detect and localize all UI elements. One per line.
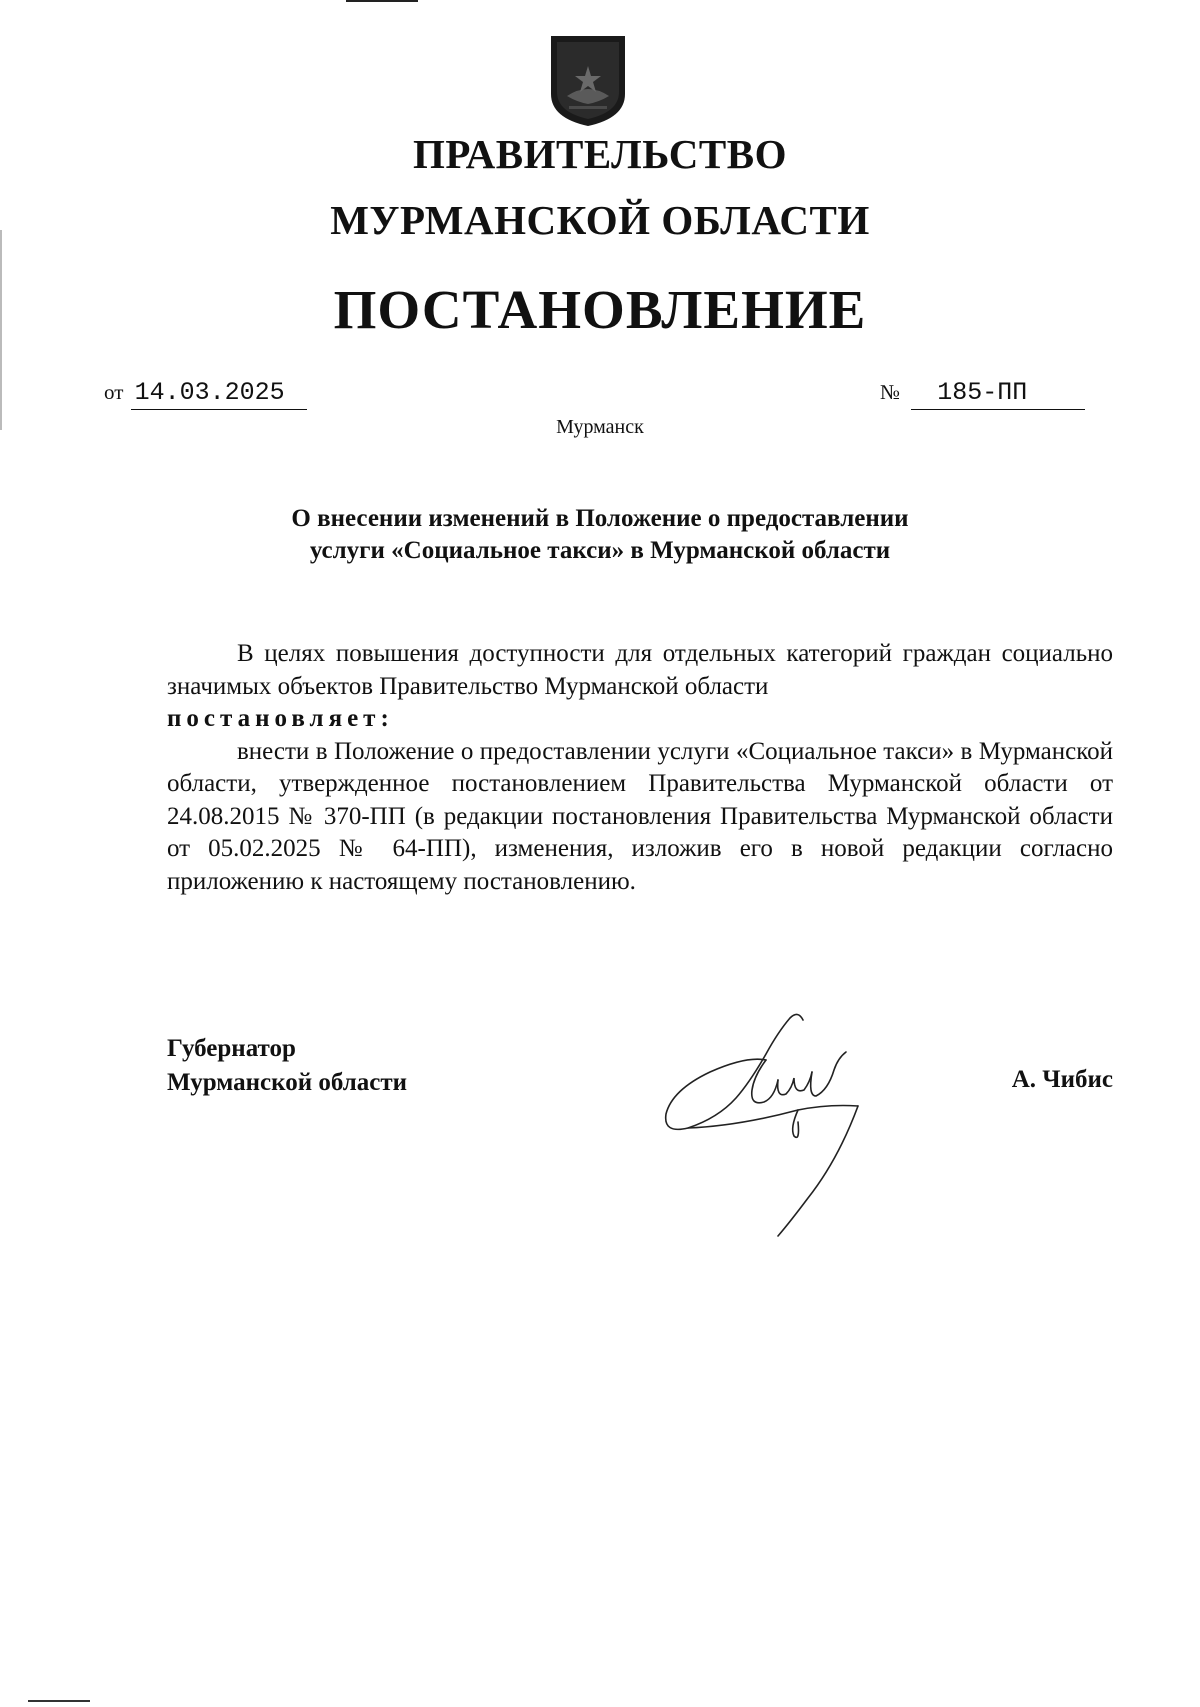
resolves-word: постановляет: [167, 705, 394, 732]
body-paragraph: внести в Положение о предоставлении услуги «Социальное такси» в Мурманской области, утвержденное постановлением Правительства Мурманской области от 24.08.2015 № 370-ПП (в редакции постановления Правительства Мурманской области от 05.02.2025 № 64-ПП), изменения, изложив его в новой редакции согласно приложению к настоящему постановлению. [167, 737, 1113, 895]
government-region: МУРМАНСКОЙ ОБЛАСТИ [330, 197, 870, 243]
date-field [104, 378, 307, 410]
signatory-title-line: Губернатор [167, 1035, 296, 1062]
number-value: 185-ПП [911, 378, 1085, 410]
coat-of-arms-icon [547, 32, 629, 128]
number-prefix: № [880, 380, 901, 404]
signatory-title-line: Мурманской области [167, 1069, 408, 1096]
city: Мурманск [556, 416, 644, 438]
body-paragraph: В целях повышения доступности для отдельных категорий граждан социально значимых объектов Правительство Мурманской области [167, 640, 1113, 700]
signatory-name: А. Чибис [1011, 1066, 1113, 1093]
document-body [167, 638, 1113, 898]
subject-line: услуги «Социальное такси» в Мурманской области [309, 537, 891, 564]
government-title: ПРАВИТЕЛЬСТВО [412, 131, 788, 177]
scan-mark [346, 0, 418, 2]
date-prefix: от [104, 380, 124, 404]
number-field [880, 378, 1085, 410]
handwritten-signature [658, 1010, 893, 1240]
signatory-title [167, 1032, 407, 1100]
date-value: 14.03.2025 [131, 378, 307, 410]
subject-line: О внесении изменений в Положение о предоставлении [291, 505, 909, 532]
document-subject [160, 503, 1040, 567]
document-type: ПОСТАНОВЛЕНИЕ [333, 279, 867, 340]
scan-mark [28, 1700, 90, 1702]
